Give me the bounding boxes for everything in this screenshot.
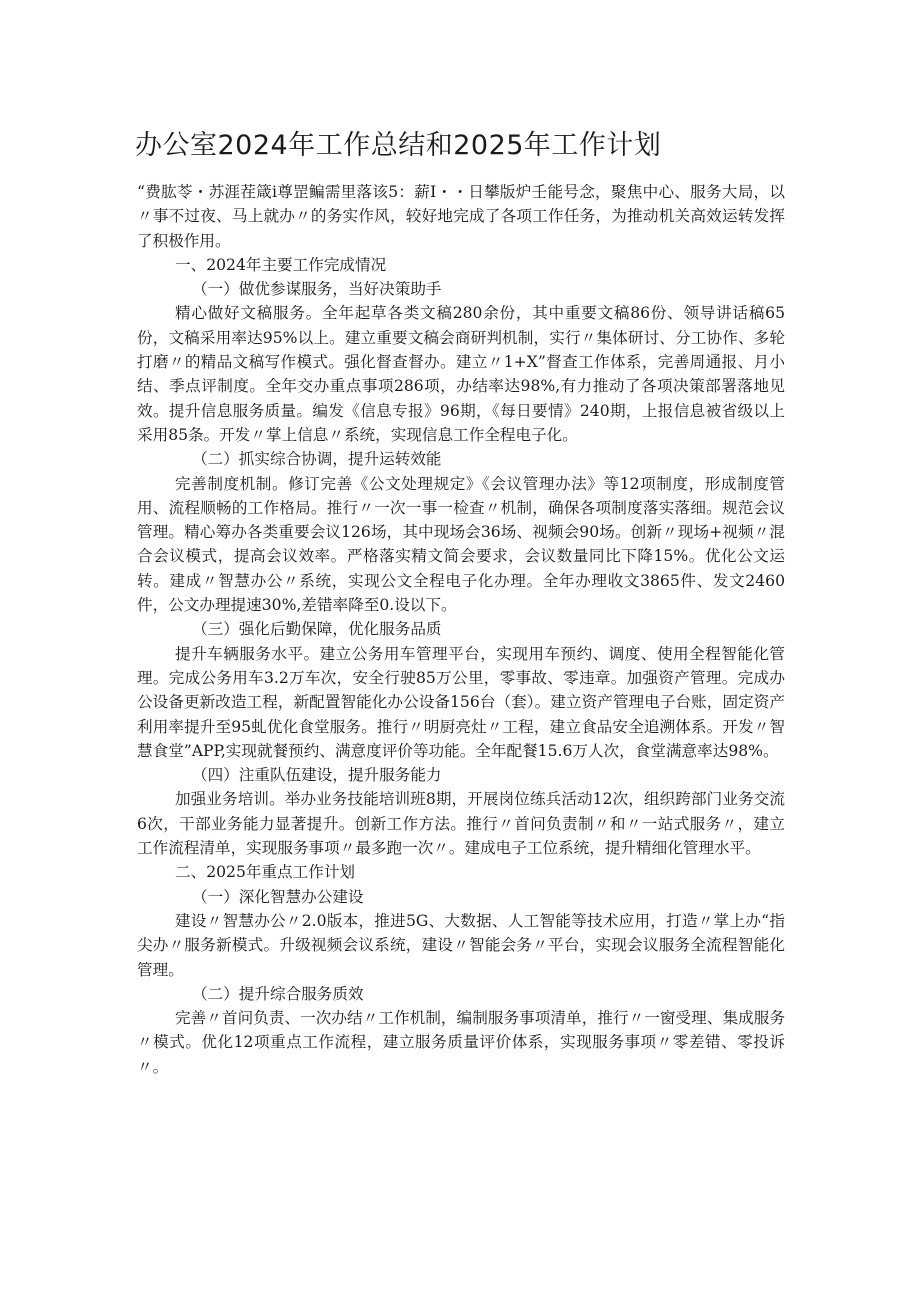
section-1-paragraph-1: 精心做好文稿服务。全年起草各类文稿280余份，其中重要文稿86份、领导讲话稿65份，文稿采用率达95%以上。建立重要文稿会商研判机制，实行〃集体研讨、分工协作、多轮打磨〃的精品文稿写作模式。强化督查督办。建立〃1+X”督查工作体系，完善周通报、月小结、季点评制度。全年交办重点事项286项，办结率达98%,有力推动了各项决策部署落地见效。提升信息服务质量。编发《信息专报》96期，《每日要情》240期，上报信息被省级以上采用85条。开发〃掌上信息〃系统，实现信息工作全程电子化。 [137,304,785,444]
section-1-paragraph-2: 完善制度机制。修订完善《公文处理规定》《会议管理办法》等12项制度，形成制度管用、流程顺畅的工作格局。推行〃一次一事一检查〃机制，确保各项制度落实落细。规范会议管理。精心筹办各类重要会议126场，其中现场会36场、视频会90场。创新〃现场+视频〃混合会议模式，提高会议效率。严格落实精文简会要求，会议数量同比下降15%。优化公文运转。建成〃智慧办公〃系统，实现公文全程电子化办理。全年办理收文3865件、发文2460件，公文办理提速30%,差错率降至0.设以下。 [137,474,785,615]
section-2-subheading-1: （一）深化智慧办公建设 [192,887,364,906]
section-2-paragraph-2: 完善〃首问负责、一次办结〃工作机制，编制服务事项清单，推行〃一窗受理、集成服务〃模式。优化12项重点工作流程，建立服务质量评价体系，实现服务事项〃零差错、零投诉〃。 [137,1009,785,1076]
section-1-paragraph-4: 加强业务培训。举办业务技能培训班8期，开展岗位练兵活动12次，组织跨部门业务交流6次，干部业务能力显著提升。创新工作方法。推行〃首问负责制〃和〃一站式服务〃，建立工作流程清单，实现服务事项〃最多跑一次〃。建成电子工位系统，提升精细化管理水平。 [137,790,785,858]
section-2-paragraph-1: 建设〃智慧办公〃2.0版本，推进5G、大数据、人工智能等技术应用，打造〃掌上办“指尖办〃服务新模式。升级视频会议系统，建设〃智能会务〃平台，实现会议服务全流程智能化管理。 [137,911,785,979]
section-1-subheading-4: （四）注重队伍建设，提升服务能力 [192,766,442,785]
section-1-subheading-2: （二）抓实综合协调，提升运转效能 [192,450,442,469]
document-body [137,180,785,1079]
intro-paragraph: “费肱苓・苏涯茬箴i尊罡鳊需里落该5：薪I・・日攀版炉壬能号念，聚焦中心、服务大局，以〃事不过夜、马上就办〃的务实作风，较好地完成了各项工作任务，为推动机关高效运转发挥了积极作用。 [137,183,785,250]
section-1-subheading-1: （一）做优参谋服务，当好决策助手 [192,280,442,299]
section-2-subheading-2: （二）提升综合服务质效 [192,984,364,1003]
section-1-subheading-3: （三）强化后勤保障，优化服务品质 [192,620,442,639]
section-2-heading: 二、2025年重点工作计划 [175,863,356,882]
section-1-paragraph-3: 提升车辆服务水平。建立公务用车管理平台，实现用车预约、调度、使用全程智能化管理。完成公务用车3.2万车次，安全行驶85万公里，零事故、零违章。加强资产管理。完成办公设备更新改造工程，新配置智能化办公设备156台（套）。建立资产管理电子台账，固定资产利用率提升至95虬优化食堂服务。推行〃明厨亮灶〃工程，建立食品安全追溯体系。开发〃智慧食堂”APP,实现就餐预约、满意度评价等功能。全年配餐15.6万人次，食堂满意率达98%。 [137,644,785,760]
document-title: 办公室2024年工作总结和2025年工作计划 [135,130,662,161]
section-1-heading: 一、2024年主要工作完成情况 [175,255,387,274]
